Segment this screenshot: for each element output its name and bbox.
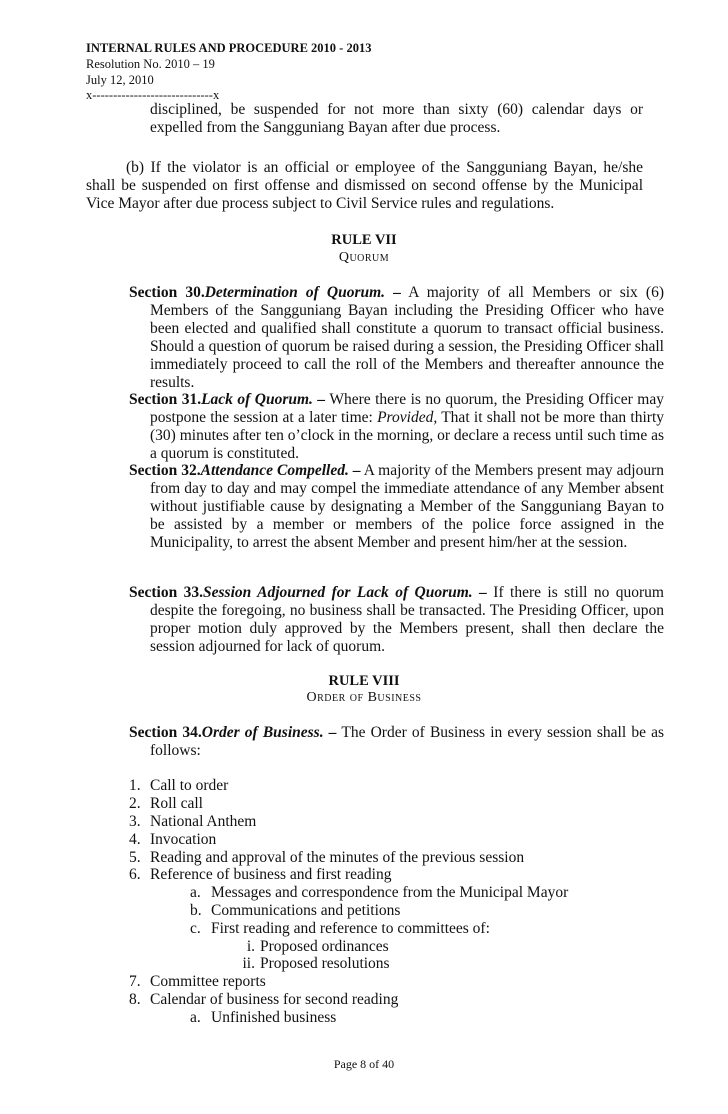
list-text: Roll call [150, 795, 203, 812]
list-text: Reading and approval of the minutes of the previous session [150, 849, 525, 866]
list-number: 8. [129, 991, 141, 1008]
list-text: Proposed ordinances [260, 938, 389, 955]
list-text: National Anthem [150, 813, 257, 830]
section-30-label: Section 30. [129, 284, 205, 301]
section-31-provided: Provided, [377, 409, 438, 426]
rule-vii-title: RULE VII [331, 232, 397, 248]
section-33 [129, 584, 664, 656]
rule-viii-title: RULE VIII [328, 673, 400, 689]
list-item [190, 902, 400, 920]
continuation-paragraph: disciplined, be suspended for not more than sixty (60) calendar days or expelled from the Sangguniang Bayan after due process. [150, 101, 643, 136]
section-32-title: Attendance Compelled. – [200, 462, 361, 479]
list-text: Reference of business and first reading [150, 866, 392, 883]
list-text: Committee reports [150, 973, 266, 990]
rule-vii-subtitle: Quorum [338, 250, 390, 265]
list-text: First reading and reference to committees of: [211, 920, 490, 937]
list-number: c. [190, 920, 201, 937]
section-31 [129, 391, 664, 463]
page-number-footer: Page 8 of 40 [333, 1057, 395, 1071]
list-number: 6. [129, 866, 141, 883]
list-number: 4. [129, 831, 141, 848]
resolution-number: Resolution No. 2010 – 19 [86, 57, 215, 71]
list-number: 1. [129, 777, 141, 794]
list-item [190, 884, 568, 902]
section-31-label: Section 31. [129, 391, 202, 408]
list-number: b. [190, 902, 202, 919]
list-number: 7. [129, 973, 141, 990]
section-33-label: Section 33. [129, 584, 204, 601]
section-32-text: A majority of the Members present may adjourn from day to day and may compel the immediate attendance of any Member absent without justifiable cause by designating a Member of the Sangguniang Bayan to be assisted by a member or members of the police force assigned in the Municipality, to arrest the absent Member and present him/her at the session. [150, 462, 664, 551]
list-item [234, 938, 389, 956]
list-number: a. [190, 884, 201, 901]
list-number: a. [190, 1009, 201, 1026]
list-text: Call to order [150, 777, 229, 794]
list-item [129, 866, 391, 884]
list-text: Messages and correspondence from the Municipal Mayor [211, 884, 569, 901]
list-item [228, 955, 390, 973]
section-30 [129, 284, 664, 392]
list-item [129, 795, 203, 813]
list-text: Proposed resolutions [260, 955, 390, 972]
section-30-title: Determination of Quorum. – [204, 284, 401, 301]
list-item [129, 973, 266, 991]
section-30-text: A majority of all Members or six (6) Members of the Sangguniang Bayan including the Presiding Officer who have been elected and qualified shall constitute a quorum to transact official business. Should a question of quorum be raised during a session, the Presiding Officer shall immediately proceed to call the roll of the Members and thereafter announce the results. [150, 284, 665, 391]
list-item [129, 777, 228, 795]
section-34-text: The Order of Business in every session shall be as follows: [150, 724, 665, 759]
section-33-title: Session Adjourned for Lack of Quorum. – [203, 584, 487, 601]
list-number: 5. [129, 849, 141, 866]
section-32 [129, 462, 664, 552]
list-number: i. [246, 938, 255, 955]
list-number: ii. [242, 955, 255, 972]
section-33-text: If there is still no quorum despite the foregoing, no business shall be transacted. The Presiding Officer, upon proper motion duly approved by the Members present, shall then declare the session adjourned for lack of quorum. [150, 584, 664, 655]
list-item [129, 831, 216, 849]
list-text: Calendar of business for second reading [150, 991, 399, 1008]
section-32-label: Section 32. [129, 462, 201, 479]
rule-viii-subtitle: Order of Business [306, 690, 422, 705]
paragraph-b: (b) If the violator is an official or employee of the Sangguniang Bayan, he/she shall be suspended on first offense and dismissed on second offense by the Municipal Vice Mayor after due process subject to Civil Service rules and regulations. [86, 159, 643, 212]
list-number: 2. [129, 795, 141, 812]
section-34-label: Section 34. [129, 724, 202, 741]
list-item [190, 1009, 336, 1027]
list-item [129, 813, 256, 831]
list-item [129, 849, 524, 867]
list-text: Invocation [150, 831, 217, 848]
document-date: July 12, 2010 [86, 73, 154, 87]
section-34 [129, 724, 664, 760]
section-31-text-b: That it shall not be more than thirty (30) minutes after ten o’clock in the morning, or declare a recess until such time as a quorum is constituted. [150, 409, 665, 462]
list-item [129, 991, 398, 1009]
section-34-title: Order of Business. – [201, 724, 337, 741]
list-text: Communications and petitions [211, 902, 401, 919]
section-31-title: Lack of Quorum. – [201, 391, 326, 408]
document-header-title: INTERNAL RULES AND PROCEDURE 2010 - 2013 [86, 41, 372, 55]
list-number: 3. [129, 813, 141, 830]
list-text: Unfinished business [211, 1009, 337, 1026]
list-item [190, 920, 490, 938]
section-31-text-a: Where there is no quorum, the Presiding Officer may postpone the session at a later time: [150, 391, 664, 426]
header-divider: x-----------------------------x [86, 88, 220, 102]
